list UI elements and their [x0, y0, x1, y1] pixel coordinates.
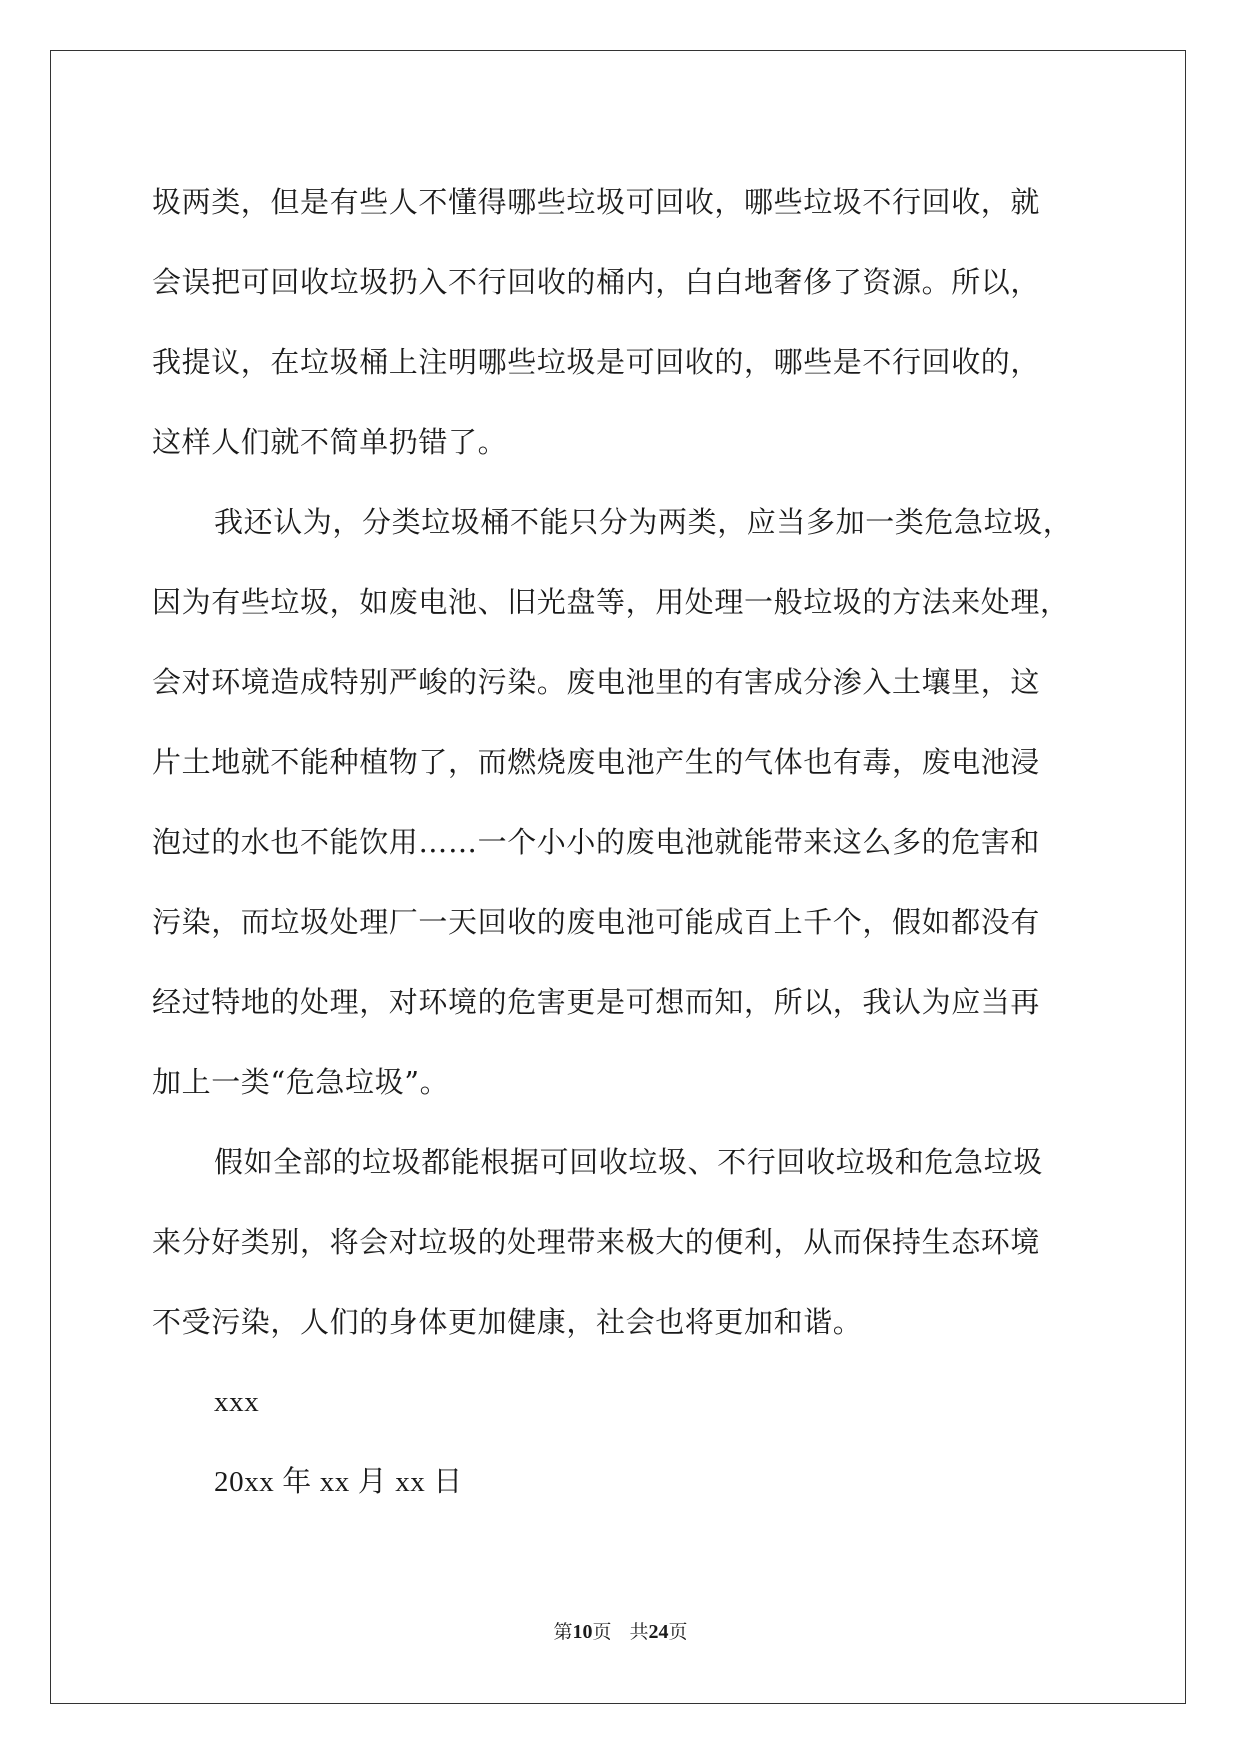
text-line: 这样人们就不简单扔错了。 — [152, 425, 508, 459]
text-line: 泡过的水也不能饮用……一个小小的废电池就能带来这么多的危害和 — [152, 825, 1041, 859]
text-line: 圾两类，但是有些人不懂得哪些垃圾可回收，哪些垃圾不行回收，就 — [152, 185, 1041, 219]
total-prefix: 共 — [629, 1621, 649, 1643]
text-line: 因为有些垃圾，如废电池、旧光盘等，用处理一般垃圾的方法来处理， — [152, 585, 1070, 619]
text-line: 会对环境造成特别严峻的污染。废电池里的有害成分渗入土壤里，这 — [152, 665, 1041, 699]
text-line: 经过特地的处理，对环境的危害更是可想而知，所以，我认为应当再 — [152, 985, 1041, 1019]
total-pages: 24 — [648, 1621, 669, 1643]
signature: xxx — [214, 1386, 260, 1418]
text-line: 片土地就不能种植物了，而燃烧废电池产生的气体也有毒，废电池浸 — [152, 745, 1041, 779]
text-line: 会误把可回收垃圾扔入不行回收的桶内，白白地奢侈了资源。所以， — [152, 265, 1041, 299]
page-suffix: 页 — [592, 1621, 612, 1643]
text-line: 污染，而垃圾处理厂一天回收的废电池可能成百上千个，假如都没有 — [152, 905, 1041, 939]
text-line: 不受污染，人们的身体更加健康，社会也将更加和谐。 — [152, 1305, 863, 1339]
page-number: 10 — [572, 1621, 593, 1643]
page-footer — [0, 1617, 1241, 1644]
text-line: 加上一类“危急垃圾”。 — [152, 1065, 450, 1099]
letter-body — [152, 162, 1092, 1522]
text-line: 来分好类别，将会对垃圾的处理带来极大的便利，从而保持生态环境 — [152, 1225, 1041, 1259]
text-line: 假如全部的垃圾都能根据可回收垃圾、不行回收垃圾和危急垃圾 — [214, 1145, 1043, 1179]
page-prefix: 第 — [553, 1621, 573, 1643]
text-line: 我还认为，分类垃圾桶不能只分为两类，应当多加一类危急垃圾， — [214, 505, 1073, 539]
text-line: 我提议，在垃圾桶上注明哪些垃圾是可回收的，哪些是不行回收的， — [152, 345, 1041, 379]
total-suffix: 页 — [668, 1621, 688, 1643]
date-line: 20xx 年 xx 月 xx 日 — [214, 1466, 463, 1498]
